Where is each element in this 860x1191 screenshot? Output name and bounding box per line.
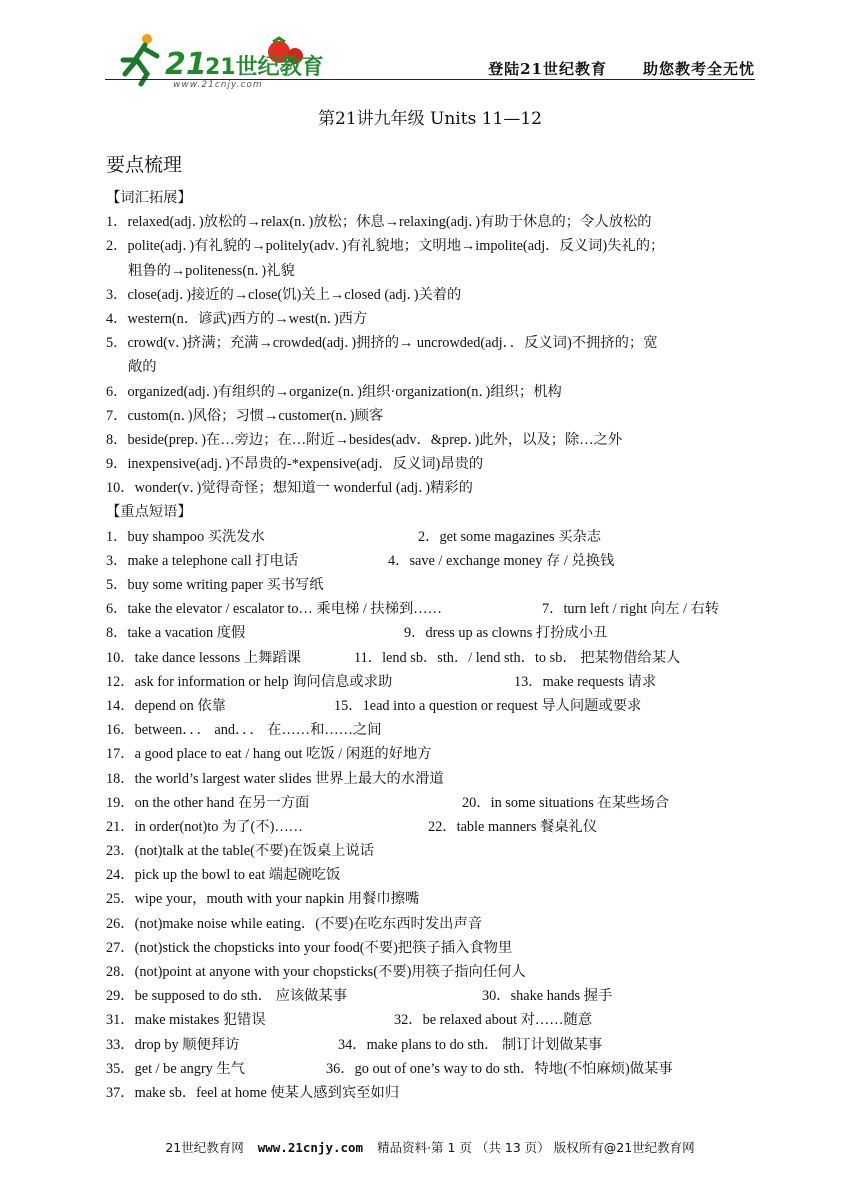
line-text: 粗鲁的→politeness(n．)礼貌 [128, 262, 295, 279]
text-line [106, 863, 756, 887]
line-text: 27．(not)stick the chopsticks into your food(不要)把筷子插入食物里 [106, 939, 513, 956]
line-text: 10．wonder(v．)觉得奇怪；想知道一 wonderful (adj．)精彩的 [106, 480, 473, 497]
line-text: 33．drop by 顺便拜访 [106, 1036, 240, 1053]
text-line [106, 597, 756, 621]
line-text-second-column: 34．make plans to do sth． 制订计划做某事 [338, 1036, 603, 1053]
line-text-second-column: 15．1ead into a question or request 导人问题或要求 [334, 697, 642, 714]
text-line [106, 573, 756, 597]
text-line [106, 549, 756, 573]
site-logo[interactable] [113, 30, 324, 90]
line-text: 37．make sb．feel at home 使某人感到宾至如归 [106, 1084, 400, 1101]
line-text: 14．depend on 依靠 [106, 697, 226, 714]
footer-brand: 21世纪教育网 [165, 1140, 244, 1155]
text-line [106, 791, 756, 815]
line-text: 9．inexpensive(adj．)不昂贵的-*expensive(adj．反义词)昂贵的 [106, 456, 484, 473]
line-text: 7．custom(n．)风俗；习惯→customer(n．)顾客 [106, 407, 384, 424]
line-text: 3．close(adj．)接近的→close(饥)关上→closed (adj．)关着的 [106, 286, 462, 303]
text-line [106, 767, 756, 791]
line-text: 8．take a vacation 度假 [106, 625, 246, 642]
text-line [106, 428, 756, 452]
text-line [106, 1008, 756, 1032]
line-text: 23．(not)talk at the table(不要)在饭桌上说话 [106, 843, 375, 860]
line-text: 26．(not)make noise while eating．(不要)在吃东西时发出声音 [106, 915, 483, 932]
line-text: 敞的 [128, 359, 157, 376]
line-text: 8．beside(prep．)在…旁边；在…附近→besides(adv．&prep．)此外，以及；除…之外 [106, 431, 623, 448]
line-text-second-column: 11．lend sb．sth．/ lend sth．to sb． 把某物借给某人 [354, 649, 681, 666]
footer-page-info: 精品资料·第 1 页 （共 13 页） 版权所有@21世纪教育网 [377, 1140, 695, 1155]
line-text: 10．take dance lessons 上舞蹈课 [106, 649, 301, 666]
line-text: 19．on the other hand 在另一方面 [106, 794, 310, 811]
text-line [106, 210, 756, 234]
line-text: 29．be supposed to do sth． 应该做某事 [106, 988, 348, 1005]
line-text-second-column: 22．table manners 餐桌礼仪 [428, 818, 598, 835]
text-line [106, 887, 756, 911]
logo-text: 21世纪教育 [205, 55, 324, 80]
text-line [106, 839, 756, 863]
text-line [106, 694, 756, 718]
text-line [106, 936, 756, 960]
section-heading: 要点梳理 [106, 154, 183, 176]
line-text: 35．get / be angry 生气 [106, 1060, 245, 1077]
text-line [106, 307, 756, 331]
line-text: 28．(not)point at anyone with your chopsticks(不要)用筷子指向任何人 [106, 964, 526, 980]
text-line [106, 670, 756, 694]
line-text: 4．western(n．谚武)西方的→west(n．)西方 [106, 310, 368, 327]
line-text: 16．between．．． and．．． 在……和……之间 [106, 722, 382, 739]
text-line [106, 718, 756, 742]
line-text: 18．the world’s largest water slides 世界上最大的水滑道 [106, 770, 444, 787]
line-text: 24．pick up the bowl to eat 端起碗吃饭 [106, 867, 341, 884]
svg-text:21: 21 [165, 47, 207, 82]
text-line [106, 1033, 756, 1057]
text-line [106, 1081, 756, 1105]
line-text-second-column: 2．get some magazines 买杂志 [418, 528, 602, 545]
line-text-second-column: 13．make requests 请求 [514, 673, 657, 690]
line-text-second-column: 9．dress up as clowns 打扮成小丑 [404, 625, 608, 642]
line-text: 【词汇拓展】 [106, 190, 192, 206]
line-text-second-column: 4．save / exchange money 存 / 兑换钱 [388, 552, 615, 569]
line-text-second-column: 20．in some situations 在某些场合 [462, 794, 669, 811]
logo-graphic [113, 30, 324, 90]
line-text: 12．ask for information or help 询问信息或求助 [106, 673, 393, 690]
line-text: 6．organized(adj．)有组织的→organize(n．)组织·organization(n．)组织；机构 [106, 383, 562, 400]
text-line [106, 283, 756, 307]
line-text-second-column: 36．go out of one’s way to do sth．特地(不怕麻烦)做某事 [326, 1060, 673, 1077]
text-line [106, 984, 756, 1008]
line-text: 31．make mistakes 犯错误 [106, 1012, 266, 1029]
line-text: 2．polite(adj．)有礼貌的→politely(adv．)有礼貌地；文明地→impolite(adj．反义词)失礼的； [106, 238, 665, 255]
line-text: 3．make a telephone call 打电话 [106, 552, 299, 569]
text-line [106, 476, 756, 500]
line-text: 1．relaxed(adj．)放松的→relax(n．)放松；休息→relaxing(adj．)有助于休息的；令人放松的 [106, 214, 652, 231]
text-line [106, 355, 756, 379]
header-divider [105, 79, 755, 80]
text-line [106, 500, 756, 524]
document-body [106, 186, 756, 1105]
line-text: 【重点短语】 [106, 504, 192, 521]
page-footer [0, 1138, 860, 1156]
text-line [106, 960, 756, 984]
line-text: 25．wipe your，mouth with your napkin 用餐巾擦嘴 [106, 891, 420, 908]
slogan-login: 登陆21世纪教育 [488, 60, 607, 78]
text-line [106, 912, 756, 936]
line-text: 6．take the elevator / escalator to… 乘电梯 / 扶梯到…… [106, 601, 442, 618]
line-text-second-column: 30．shake hands 握手 [482, 988, 613, 1005]
line-text: 21．in order(not)to 为了(不)…… [106, 818, 303, 835]
logo-url: www.21cnjy.com [173, 80, 263, 90]
line-text: 1．buy shampoo 买洗发水 [106, 528, 265, 545]
text-line [106, 452, 756, 476]
line-text: 17．a good place to eat / hang out 吃饭 / 闲逛的好地方 [106, 746, 432, 763]
text-line [106, 404, 756, 428]
text-line [106, 525, 756, 549]
text-line [106, 646, 756, 670]
text-line [106, 259, 756, 283]
line-text-second-column: 7．turn left / right 向左 / 右转 [542, 601, 720, 618]
slogan-help: 助您教考全无忧 [642, 60, 755, 78]
line-text: 5．crowd(v．)挤满；充满→crowded(adj．)拥挤的→ uncrowded(adj．．反义词)不拥挤的；宽 [106, 335, 658, 352]
text-line [106, 234, 756, 258]
header-slogan [488, 58, 755, 79]
page-title: 第21讲九年级 Units 11—12 [318, 109, 542, 129]
text-line [106, 1057, 756, 1081]
footer-site-link[interactable]: www.21cnjy.com [257, 1140, 364, 1155]
text-line [106, 331, 756, 355]
page-header [105, 22, 755, 90]
text-line [106, 815, 756, 839]
text-line [106, 742, 756, 766]
runner-icon [123, 34, 157, 84]
line-text-second-column: 32．be relaxed about 对……随意 [394, 1012, 593, 1029]
text-line [106, 186, 756, 210]
text-line [106, 380, 756, 404]
text-line [106, 621, 756, 645]
line-text: 5．buy some writing paper 买书写纸 [106, 577, 324, 593]
